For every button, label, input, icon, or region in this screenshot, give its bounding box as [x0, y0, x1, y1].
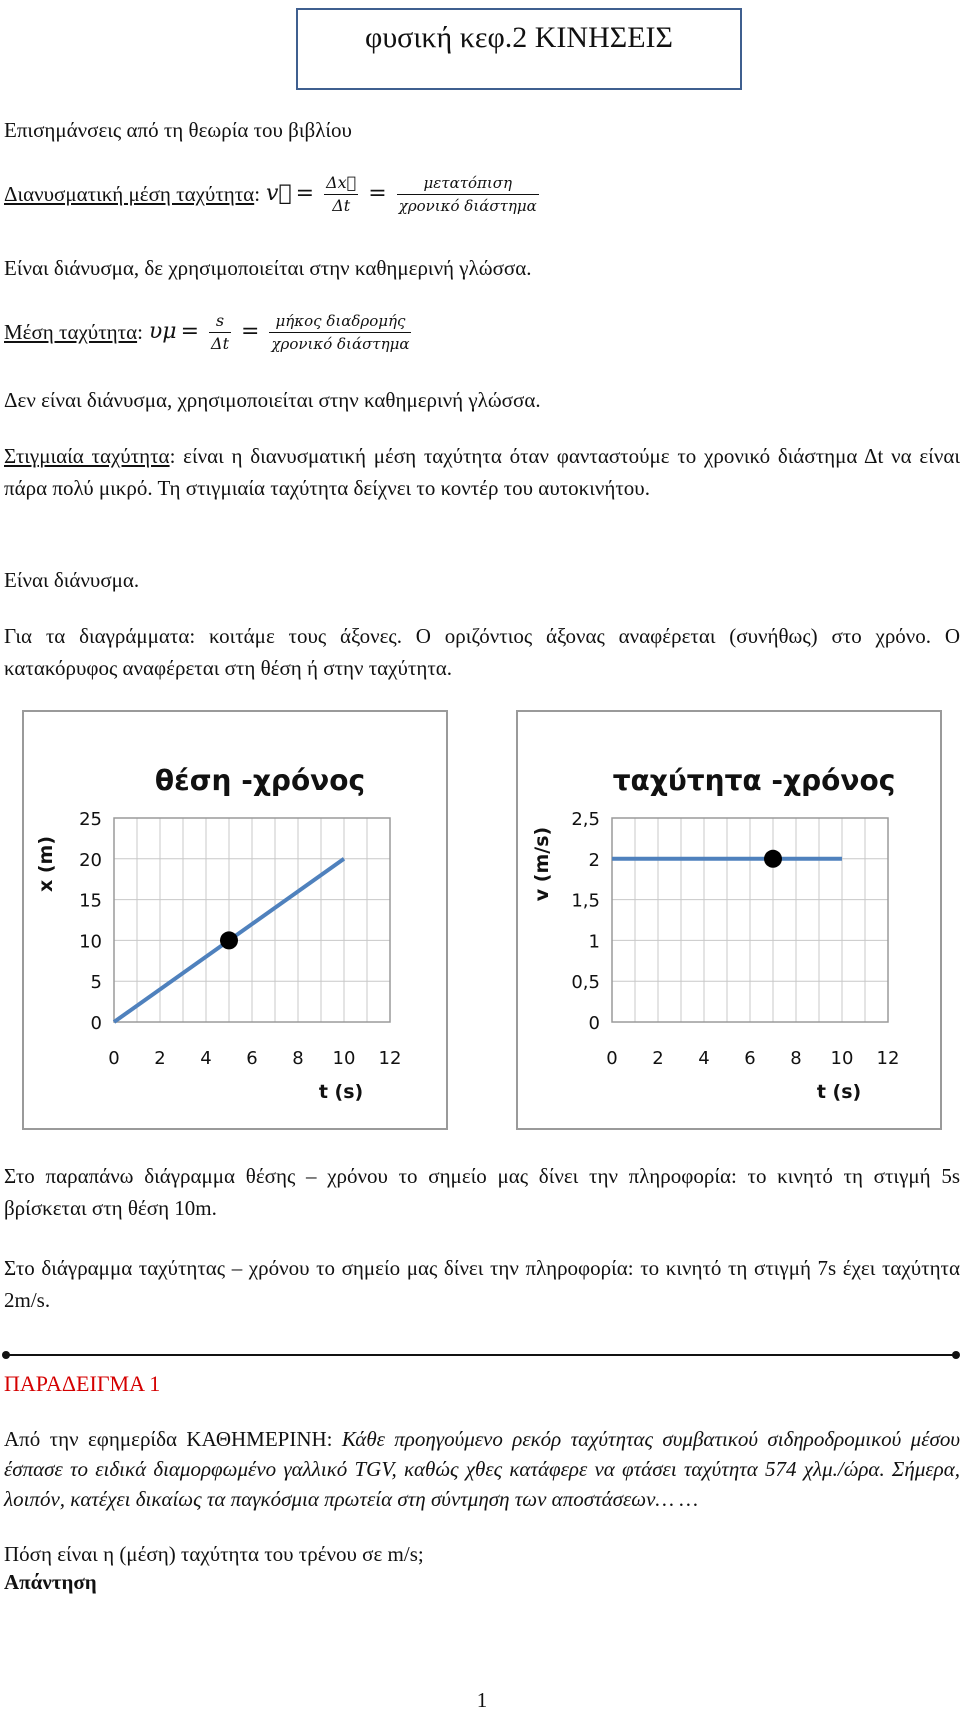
position-point-explanation: Στο παραπάνω διάγραμμα θέσης – χρόνου το σημείο μας δίνει την πληροφορία: το κινητό τη στιγμή 5s βρίσκεται στη θέση 10m.	[4, 1164, 960, 1220]
vector-avg-symbol: v⃗	[266, 181, 292, 206]
avg-speed-symbol: υμ	[148, 319, 177, 344]
example-question: Πόση είναι η (μέση) ταχύτητα του τρένου σε m/s;	[4, 1542, 424, 1566]
avg-speed-label: Μέση ταχύτητα	[4, 320, 138, 344]
fraction-numerator: μήκος διαδρομής	[269, 310, 411, 333]
example-quote: Κάθε προηγούμενο ρεκόρ ταχύτητας συμβατικού σιδηροδρομικού μέσου έσπασε το ειδικά διαμορφωμένο γαλλικό TGV, καθώς χθες κατάφερε να φτάσει ταχύτητα 574 χλμ./ώρα. Σήμερα, λοιπόν, κατέχει δικαίως τα παγκόσμια πρωτεία στη σύντμηση των αποστάσεων… …	[4, 1427, 960, 1511]
page-title: φυσική κεφ.2 ΚΙΝΗΣΕΙΣ	[296, 8, 742, 90]
x-tick-label: 6	[744, 1048, 756, 1069]
fraction-denominator: χρονικό διάστημα	[271, 334, 410, 353]
x-axis-label: t (s)	[816, 1081, 862, 1103]
data-point-marker	[764, 850, 782, 868]
x-tick-label: 6	[246, 1048, 258, 1069]
velocity-point-explanation: Στο διάγραμμα ταχύτητας – χρόνου το σημείο μας δίνει την πληροφορία: το κινητό τη στιγμή 7s έχει ταχύτητα 2m/s.	[4, 1256, 960, 1312]
y-tick-label: 20	[79, 849, 102, 871]
vector-avg-note: Είναι διάνυσμα, δε χρησιμοποιείται στην καθημερινή γλώσσα.	[4, 256, 532, 280]
position-time-chart	[22, 710, 448, 1130]
vector-avg-label: Διανυσματική μέση ταχύτητα	[4, 182, 255, 206]
fraction-denominator: χρονικό διάστημα	[398, 196, 537, 215]
fraction-denominator: Δt	[332, 195, 351, 215]
fraction-numerator: Δx⃗	[324, 172, 358, 195]
x-tick-label: 12	[378, 1048, 402, 1069]
equals-sign: =	[368, 181, 387, 206]
x-tick-label: 8	[292, 1048, 304, 1069]
vector-avg-colon: :	[254, 182, 261, 206]
x-tick-label: 0	[108, 1048, 120, 1069]
y-tick-label: 1,5	[571, 890, 600, 912]
equals-sign: =	[241, 319, 260, 344]
avg-speed-fraction-symbols	[209, 310, 231, 355]
x-axis-label: t (s)	[318, 1081, 364, 1103]
x-tick-label: 8	[790, 1048, 802, 1069]
answer-label: Απάντηση	[4, 1570, 97, 1594]
x-tick-label: 10	[830, 1048, 854, 1069]
page-number: 1	[476, 1688, 488, 1712]
instant-velocity-note: Είναι διάνυσμα.	[4, 568, 140, 592]
x-tick-label: 4	[200, 1048, 212, 1069]
x-tick-label: 10	[332, 1048, 356, 1069]
equals-sign: =	[180, 319, 200, 344]
chart-title: θέση -χρόνος	[154, 764, 366, 797]
y-tick-label: 25	[79, 809, 102, 830]
equals-sign: =	[295, 181, 315, 206]
intro-text: Επισημάνσεις από τη θεωρία του βιβλίου	[4, 118, 352, 142]
y-tick-label: 0	[588, 1013, 600, 1034]
avg-speed-formula	[4, 302, 417, 362]
y-tick-label: 0	[90, 1013, 102, 1034]
section-separator	[6, 1354, 956, 1356]
example-source: Από την εφημερίδα ΚΑΘΗΜΕΡΙΝΗ:	[4, 1427, 342, 1451]
diagrams-paragraph: Για τα διαγράμματα: κοιτάμε τους άξονες. Ο οριζόντιος άξονας αναφέρεται (συνήθως) στο χρόνο. Ο κατακόρυφος αναφέρεται στη θέση ή στην ταχύτητα.	[4, 624, 960, 680]
velocity-time-chart-svg	[518, 712, 940, 1128]
fraction-numerator: s	[209, 310, 231, 333]
y-tick-label: 0,5	[571, 972, 600, 994]
instant-velocity-text: : είναι η διανυσματική μέση ταχύτητα όταν φανταστούμε το χρονικό διάστημα Δt να είναι πάρα πολύ μικρό. Τη στιγμιαία ταχύτητα δείχνει το κοντέρ του αυτοκινήτου.	[4, 444, 960, 500]
instant-velocity-paragraph	[4, 440, 960, 504]
x-tick-label: 2	[154, 1048, 166, 1069]
avg-speed-colon: :	[137, 320, 143, 344]
data-point-marker	[220, 931, 238, 949]
instant-velocity-label: Στιγμιαία ταχύτητα	[4, 444, 170, 468]
velocity-time-chart	[516, 710, 942, 1130]
y-tick-label: 15	[79, 890, 102, 912]
position-time-chart-svg	[24, 712, 446, 1128]
vector-avg-formula	[4, 164, 545, 224]
y-axis-label: x (m)	[35, 835, 57, 893]
separator-end-dot	[952, 1351, 960, 1359]
fraction-denominator: Δt	[211, 333, 230, 353]
avg-speed-fraction-words	[269, 310, 411, 355]
y-tick-label: 1	[588, 931, 600, 953]
fraction-numerator: μετατόπιση	[397, 172, 539, 195]
vector-avg-fraction-symbols	[324, 172, 358, 217]
example-paragraph	[4, 1424, 960, 1514]
x-tick-label: 12	[876, 1048, 900, 1069]
y-tick-label: 5	[90, 972, 102, 994]
x-tick-label: 0	[606, 1048, 618, 1069]
y-tick-label: 2,5	[571, 809, 600, 830]
y-tick-label: 10	[79, 931, 102, 953]
y-axis-label: v (m/s)	[531, 826, 553, 902]
x-tick-label: 4	[698, 1048, 710, 1069]
avg-speed-note: Δεν είναι διάνυσμα, χρησιμοποιείται στην καθημερινή γλώσσα.	[4, 388, 541, 412]
y-tick-label: 2	[588, 849, 600, 871]
example-heading: ΠΑΡΑΔΕΙΓΜΑ 1	[4, 1371, 161, 1396]
x-tick-label: 2	[652, 1048, 664, 1069]
chart-title: ταχύτητα -χρόνος	[612, 764, 896, 797]
vector-avg-fraction-words	[397, 172, 539, 217]
